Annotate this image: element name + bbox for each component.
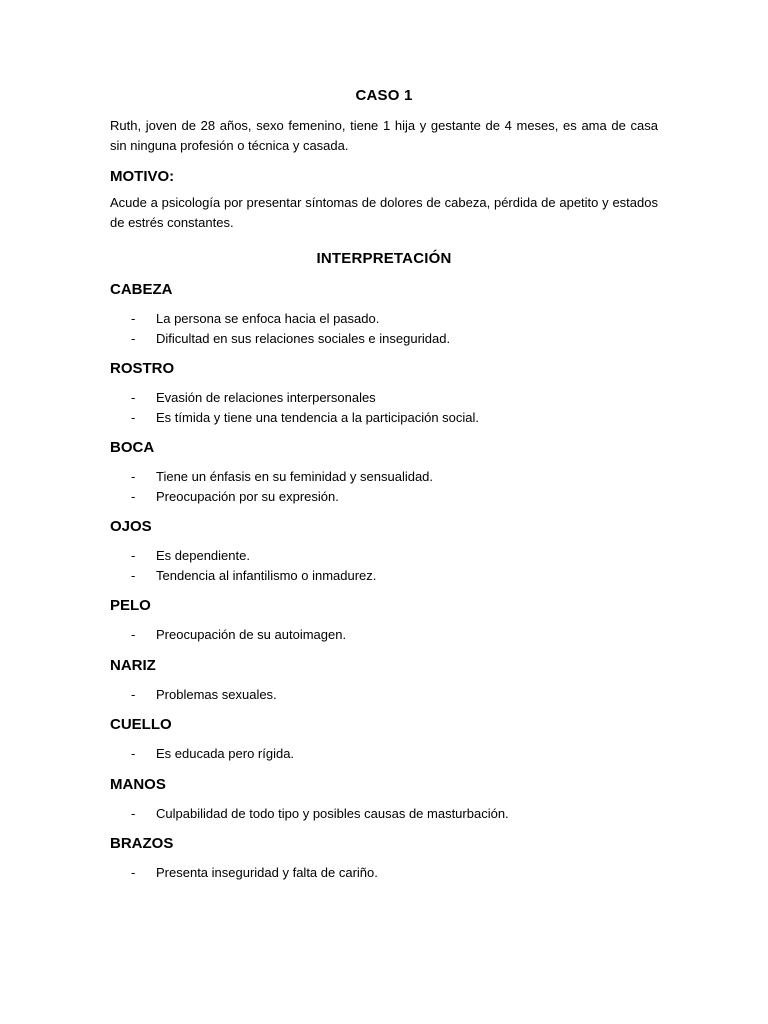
dash-bullet: - xyxy=(131,488,136,504)
bullet-list xyxy=(110,685,658,705)
document-title: CASO 1 xyxy=(355,87,413,104)
section-ojos xyxy=(110,516,658,585)
section-heading: ROSTRO xyxy=(110,360,175,377)
dash-bullet: - xyxy=(131,627,136,642)
list-item-text: Evasión de relaciones interpersonales xyxy=(156,390,376,405)
bullet-list xyxy=(110,625,658,645)
dash-bullet: - xyxy=(131,409,136,425)
list-item-text: Tiene un énfasis en su feminidad y sensualidad. xyxy=(156,469,434,484)
list-item-text: Es educada pero rígida. xyxy=(156,746,295,761)
section-heading: PELO xyxy=(110,597,151,614)
list-item xyxy=(110,863,658,883)
list-item xyxy=(110,309,658,329)
motivo-heading: MOTIVO: xyxy=(110,168,175,185)
section-heading: BOCA xyxy=(110,439,155,456)
list-item-text: Presenta inseguridad y falta de cariño. xyxy=(156,865,378,880)
document-page xyxy=(110,84,658,883)
section-rostro xyxy=(110,358,658,427)
bullet-list xyxy=(110,309,658,348)
list-item-text: Problemas sexuales. xyxy=(156,686,277,702)
list-item-text: Dificultad en sus relaciones sociales e inseguridad. xyxy=(156,330,451,346)
bullet-list xyxy=(110,388,658,427)
bullet-list xyxy=(110,804,658,824)
section-heading: CUELLO xyxy=(110,716,172,733)
list-item xyxy=(110,487,658,507)
dash-bullet: - xyxy=(131,865,136,880)
dash-bullet: - xyxy=(131,548,136,563)
dash-bullet: - xyxy=(131,567,136,583)
bullet-list xyxy=(110,744,658,764)
list-item xyxy=(110,744,658,764)
section-nariz xyxy=(110,655,658,705)
section-cabeza xyxy=(110,279,658,348)
bullet-list xyxy=(110,863,658,883)
list-item xyxy=(110,467,658,487)
list-item-text: Es dependiente. xyxy=(156,548,250,563)
interpretation-heading: INTERPRETACIÓN xyxy=(316,250,452,267)
list-item-text: Preocupación por su expresión. xyxy=(156,488,339,504)
dash-bullet: - xyxy=(131,469,136,484)
interpretation-sections xyxy=(110,279,658,883)
dash-bullet: - xyxy=(131,805,136,821)
dash-bullet: - xyxy=(131,311,136,326)
intro-paragraph: Ruth, joven de 28 años, sexo femenino, tiene 1 hija y gestante de 4 meses, es ama de casa sin ninguna profesión o técnica y casada. xyxy=(110,118,658,153)
section-brazos xyxy=(110,833,658,883)
list-item xyxy=(110,566,658,586)
list-item xyxy=(110,388,658,408)
section-boca xyxy=(110,437,658,506)
dash-bullet: - xyxy=(131,390,136,405)
section-pelo xyxy=(110,595,658,645)
section-heading: MANOS xyxy=(110,775,166,793)
dash-bullet: - xyxy=(131,686,136,702)
section-heading: CABEZA xyxy=(110,281,173,298)
list-item-text: La persona se enfoca hacia el pasado. xyxy=(156,311,380,326)
section-cuello xyxy=(110,714,658,764)
section-heading: BRAZOS xyxy=(110,835,174,852)
list-item xyxy=(110,329,658,349)
list-item-text: Preocupación de su autoimagen. xyxy=(156,627,347,642)
section-heading: OJOS xyxy=(110,518,152,535)
section-heading: NARIZ xyxy=(110,656,156,674)
list-item xyxy=(110,625,658,645)
list-item xyxy=(110,546,658,566)
list-item-text: Culpabilidad de todo tipo y posibles causas de masturbación. xyxy=(156,805,509,821)
list-item xyxy=(110,408,658,428)
dash-bullet: - xyxy=(131,746,136,761)
list-item-text: Tendencia al infantilismo o inmadurez. xyxy=(156,567,377,583)
list-item xyxy=(110,804,658,824)
bullet-list xyxy=(110,546,658,585)
motivo-paragraph: Acude a psicología por presentar síntomas de dolores de cabeza, pérdida de apetito y estados de estrés constantes. xyxy=(110,195,658,230)
section-manos xyxy=(110,774,658,824)
dash-bullet: - xyxy=(131,330,136,346)
list-item xyxy=(110,685,658,705)
list-item-text: Es tímida y tiene una tendencia a la participación social. xyxy=(156,409,480,425)
bullet-list xyxy=(110,467,658,506)
